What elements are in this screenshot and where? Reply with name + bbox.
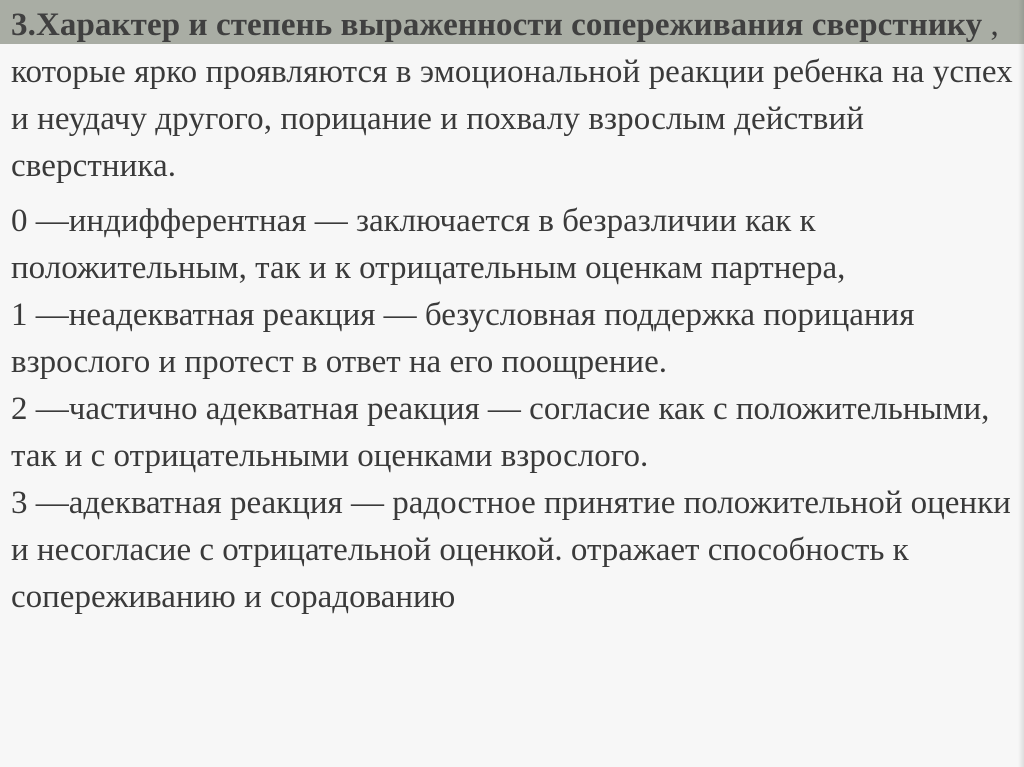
list-item: 3 —адекватная реакция — радостное принятие положительной оценки и несогласие с отрицательной оценкой. отражает способность к сопереживанию и сорадованию bbox=[11, 485, 1011, 615]
heading-bold-text: 3.Характер и степень выраженности сопереживания сверстнику bbox=[11, 7, 983, 43]
heading-rest-text: , которые ярко проявляются в эмоциональной реакции ребенка на успех и неудачу другого, порицание и похвалу взрослым действий сверстника. bbox=[11, 7, 1013, 184]
list-item: 2 —частично адекватная реакция — согласие как с положительными, так и с отрицательными оценками взрослого. bbox=[11, 391, 990, 474]
slide-right-edge bbox=[1018, 0, 1024, 767]
slide-heading bbox=[11, 2, 1016, 190]
list-item: 1 —неадекватная реакция — безусловная поддержка порицания взрослого и протест в ответ на его поощрение. bbox=[11, 297, 915, 380]
slide-content bbox=[11, 2, 1016, 621]
list-item: 0 —индифферентная — заключается в безразличии как к положительным, так и к отрицательным оценкам партнера, bbox=[11, 203, 846, 286]
